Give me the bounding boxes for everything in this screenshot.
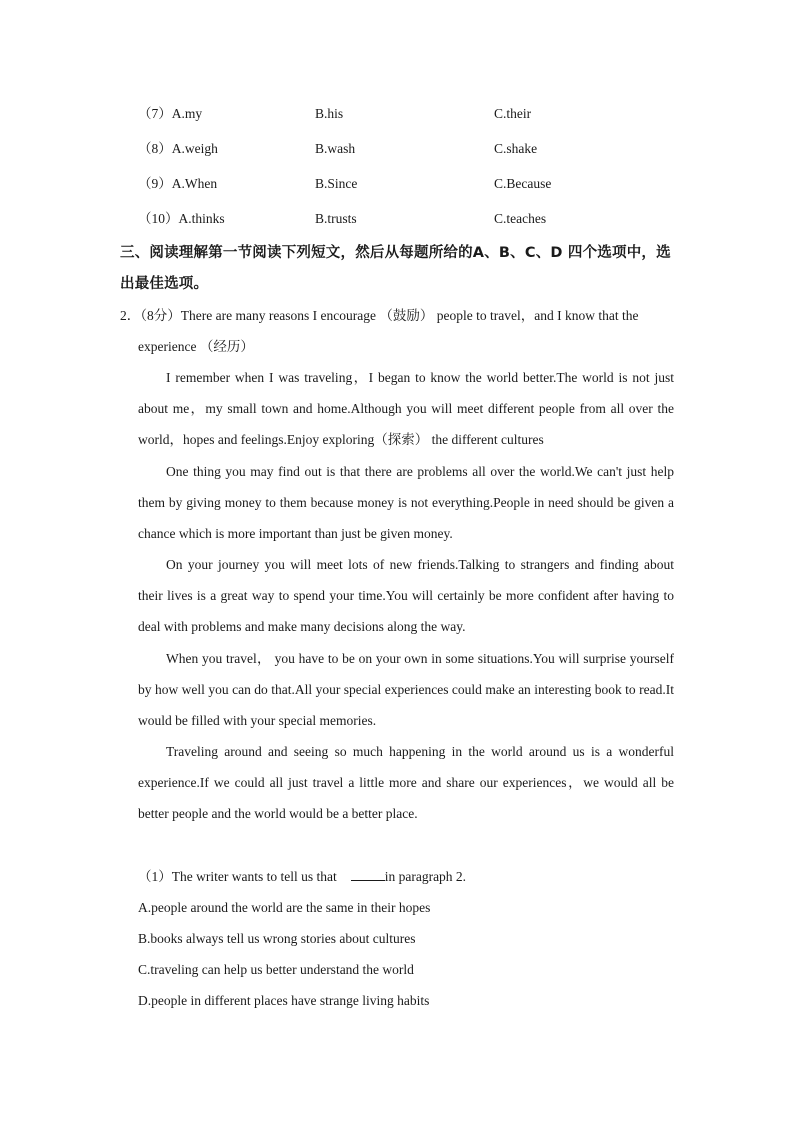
section-heading: 三、阅读理解第一节阅读下列短文，然后从每题所给的A、B、C、D 四个选项中，选出最佳选项。 xyxy=(120,245,671,292)
option-a: （10）A.thinks xyxy=(138,211,225,226)
choice-c: C.traveling can help us better understand the world xyxy=(138,962,414,977)
question-2-heading xyxy=(120,300,676,362)
option-b: B.his xyxy=(315,106,344,121)
option-b: B.wash xyxy=(315,141,356,156)
answer-blank xyxy=(351,868,385,881)
option-row-8 xyxy=(0,138,794,160)
option-a: （7）A.my xyxy=(138,106,203,121)
option-row-10 xyxy=(0,208,794,230)
choice-a: A.people around the world are the same in their hopes xyxy=(138,900,431,915)
option-c: C.their xyxy=(494,106,532,121)
passage-paragraph-2: One thing you may find out is that there are problems all over the world.We can't just help them by giving money to them because money is not everything.People in need should be given a chance which is more important than just be given money. xyxy=(138,464,674,542)
sub-question-suffix: in paragraph 2. xyxy=(384,869,467,884)
option-c: C.shake xyxy=(494,141,538,156)
option-b: B.Since xyxy=(315,176,358,191)
option-b: B.trusts xyxy=(315,211,357,226)
choice-d: D.people in different places have strange living habits xyxy=(138,993,430,1008)
passage-paragraph-4: When you travel， you have to be on your own in some situations.You will surprise yourself by how well you can do that.All your special experiences could make an interesting book to read.It would be filled with your special memories. xyxy=(138,651,674,729)
option-c: C.Because xyxy=(494,176,552,191)
passage-paragraph-1: I remember when I was traveling，I began to know the world better.The world is not just about me，my small town and home.Although you will meet different people from all over the world，hopes and feelings.Enjoy exploring（探索） the different cultures xyxy=(138,370,674,448)
sub-question-1 xyxy=(138,866,674,888)
sub-question-prefix: （1）The writer wants to tell us that xyxy=(138,869,337,884)
option-row-9 xyxy=(0,173,794,195)
passage-paragraph-3: On your journey you will meet lots of new friends.Talking to strangers and finding about their lives is a great way to spend your time.You will certainly be more confident after having to deal with problems and make many decisions along the way. xyxy=(138,557,674,635)
option-row-7 xyxy=(0,103,794,125)
option-a: （8）A.weigh xyxy=(138,141,218,156)
question-2-line1: 2．（8分）There are many reasons I encourage （鼓励） people to travel，and I know that the xyxy=(120,308,639,323)
passage-paragraph-5: Traveling around and seeing so much happening in the world around us is a wonderful experience.If we could all just travel a little more and share our experiences，we would all be better people and the world would be a better place. xyxy=(138,744,674,822)
option-a: （9）A.When xyxy=(138,176,218,191)
question-2-line2: experience （经历） xyxy=(138,339,254,354)
choice-b: B.books always tell us wrong stories about cultures xyxy=(138,931,416,946)
option-c: C.teaches xyxy=(494,211,547,226)
